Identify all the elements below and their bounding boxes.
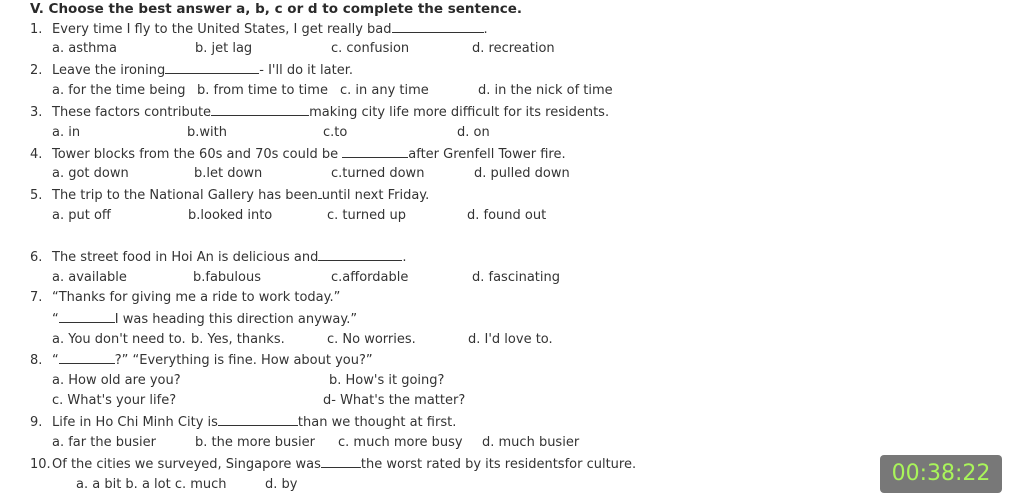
question-text: These factors contribute — [52, 105, 212, 120]
question-2 — [30, 62, 353, 79]
question-9 — [30, 414, 456, 431]
option-a[interactable]: a. got down — [52, 166, 129, 181]
option-c[interactable]: c. much more busy — [338, 435, 463, 450]
question-text-end: making city life more difficult for its residents. — [309, 105, 610, 120]
question-8 — [30, 352, 373, 369]
answer-blank[interactable] — [59, 311, 115, 323]
question-number: 9. — [30, 415, 43, 430]
question-text: “Thanks for giving me a ride to work today.” — [52, 290, 341, 305]
option-b[interactable]: b. the more busier — [195, 435, 316, 450]
option-a[interactable]: a. asthma — [52, 41, 117, 56]
question-text: Of the cities we surveyed, Singapore was — [52, 457, 321, 472]
option-a[interactable]: a. far the busier — [52, 435, 156, 450]
question-7 — [30, 290, 340, 306]
question-text: Tower blocks from the 60s and 70s could be — [52, 147, 343, 162]
option-b[interactable]: b.with — [187, 125, 227, 140]
answer-blank[interactable] — [211, 104, 309, 116]
question-number: 1. — [30, 22, 43, 37]
option-a[interactable]: a. How old are you? — [52, 373, 181, 388]
option-b[interactable]: b.let down — [194, 166, 263, 181]
question-7-reply — [52, 311, 357, 328]
option-b[interactable]: b. Yes, thanks. — [191, 332, 285, 347]
question-text-end: . — [483, 22, 488, 37]
question-text-end: I was heading this direction anyway.” — [114, 312, 358, 327]
option-a[interactable]: a. for the time being — [52, 83, 186, 98]
option-c[interactable]: c. No worries. — [327, 332, 416, 347]
question-text: “ — [52, 312, 59, 327]
question-6 — [30, 249, 407, 266]
answer-blank[interactable] — [218, 414, 298, 426]
question-text: Every time I fly to the United States, I get really bad — [52, 22, 392, 37]
option-d[interactable]: d. recreation — [472, 41, 555, 56]
question-text-end: after Grenfell Tower fire. — [408, 147, 566, 162]
question-3 — [30, 104, 609, 121]
question-number: 4. — [30, 147, 43, 162]
option-b[interactable]: b. from time to time — [197, 83, 328, 98]
option-b[interactable]: b.fabulous — [193, 270, 261, 285]
answer-blank[interactable] — [342, 146, 408, 158]
option-a[interactable]: a. You don't need to. — [52, 332, 186, 347]
question-text-end: the worst rated by its residentsfor culture. — [360, 457, 637, 472]
option-c[interactable]: c.affordable — [331, 270, 409, 285]
option-d[interactable]: d- What's the matter? — [323, 393, 466, 408]
question-number: 5. — [30, 188, 43, 203]
option-c[interactable]: c. turned up — [327, 208, 406, 223]
answer-blank[interactable] — [321, 456, 361, 468]
option-d[interactable]: d. much busier — [482, 435, 580, 450]
option-d[interactable]: d. I'd love to. — [468, 332, 553, 347]
option-c[interactable]: c. in any time — [340, 83, 429, 98]
option-d[interactable]: d. in the nick of time — [478, 83, 613, 98]
question-number: 2. — [30, 63, 43, 78]
option-c[interactable]: c.to — [323, 125, 348, 140]
question-number: 3. — [30, 105, 43, 120]
question-text-end: - I'll do it later. — [259, 63, 353, 78]
option-d[interactable]: d. on — [457, 125, 490, 140]
option-a[interactable]: a. put off — [52, 208, 111, 223]
option-b[interactable]: b.looked into — [188, 208, 273, 223]
option-abc[interactable]: a. a bit b. a lot c. much — [76, 477, 227, 492]
question-text: The trip to the National Gallery has been — [52, 188, 318, 203]
answer-blank[interactable] — [392, 21, 484, 33]
question-4 — [30, 146, 566, 163]
question-text-end: than we thought at first. — [297, 415, 457, 430]
answer-blank[interactable] — [318, 249, 402, 261]
question-text-end: . — [402, 250, 407, 265]
option-a[interactable]: a. in — [52, 125, 81, 140]
countdown-timer: 00:38:22 — [880, 455, 1002, 493]
option-c[interactable]: c.turned down — [331, 166, 425, 181]
question-number: 7. — [30, 290, 43, 305]
option-d[interactable]: d. by — [265, 477, 298, 492]
question-5 — [30, 187, 429, 204]
option-a[interactable]: a. available — [52, 270, 127, 285]
question-1 — [30, 21, 488, 38]
question-text: The street food in Hoi An is delicious and — [52, 250, 319, 265]
option-c[interactable]: c. What's your life? — [52, 393, 177, 408]
answer-blank[interactable] — [165, 62, 259, 74]
option-c[interactable]: c. confusion — [331, 41, 410, 56]
question-number: 6. — [30, 250, 43, 265]
option-d[interactable]: d. pulled down — [474, 166, 570, 181]
question-text-end: until next Friday. — [321, 188, 430, 203]
option-b[interactable]: b. jet lag — [195, 41, 253, 56]
option-b[interactable]: b. How's it going? — [329, 373, 445, 388]
answer-blank[interactable] — [59, 352, 115, 364]
option-d[interactable]: d. fascinating — [472, 270, 560, 285]
question-10 — [30, 456, 636, 473]
question-number: 8. — [30, 353, 43, 368]
question-number: 10. — [30, 457, 51, 472]
question-text: Life in Ho Chi Minh City is — [52, 415, 218, 430]
option-d[interactable]: d. found out — [467, 208, 547, 223]
question-text-end: ?” “Everything is fine. How about you?” — [114, 353, 373, 368]
exercise-heading: V. Choose the best answer a, b, c or d to complete the sentence. — [30, 1, 523, 17]
question-text: “ — [52, 353, 59, 368]
question-text: Leave the ironing — [52, 63, 166, 78]
